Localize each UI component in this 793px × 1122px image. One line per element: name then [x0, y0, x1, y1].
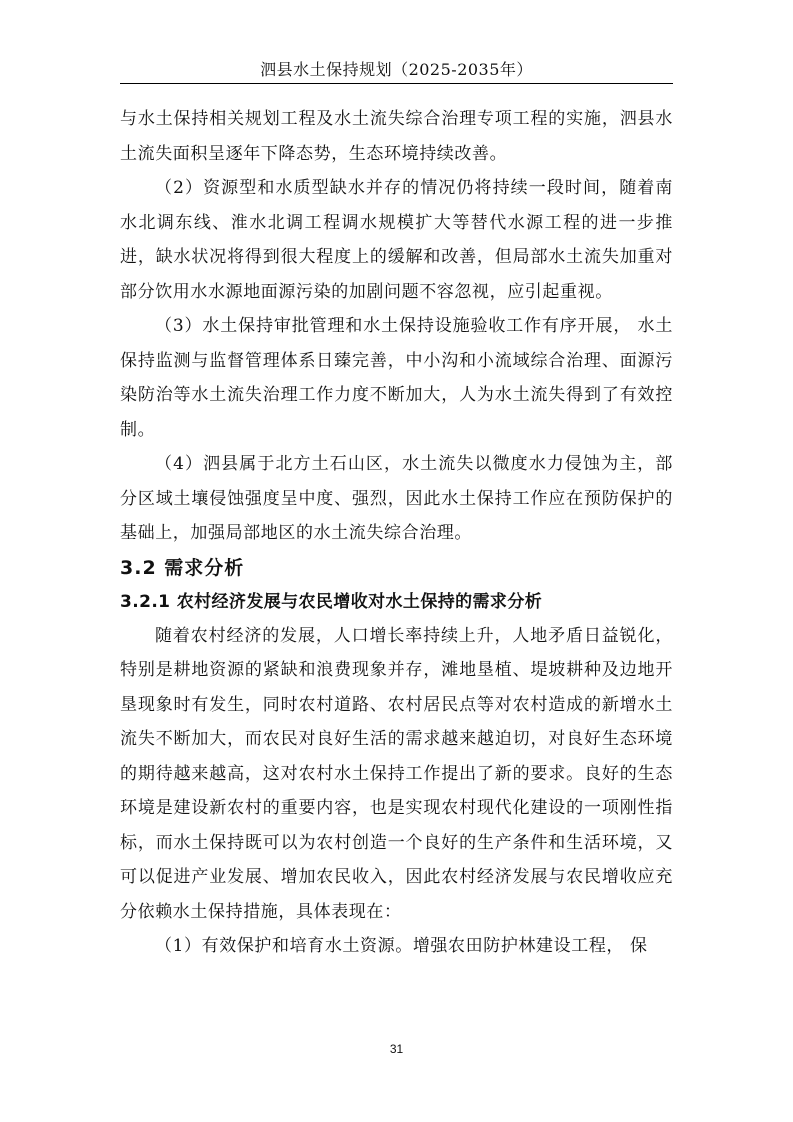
paragraph-demand-analysis: 随着农村经济的发展，人口增长率持续上升，人地矛盾日益锐化，特别是耕地资源的紧缺和浪费现象并存，滩地垦植、堤坡耕种及边地开垦现象时有发生，同时农村道路、农村居民点等对农村造成的新增水土流失不断加大，而农民对良好生活的需求越来越迫切，对良好生态环境的期待越来越高，这对农村水土保持工作提出了新的要求。良好的生态环境是建设新农村的重要内容，也是实现农村现代化建设的一项刚性指标，而水土保持既可以为农村创造一个良好的生产条件和生活环境，又可以促进产业发展、增加农民收入，因此农村经济发展与农民增收应充分依赖水土保持措施，具体表现在：: [120, 625, 673, 922]
paragraph-continuation: 与水土保持相关规划工程及水土流失综合治理专项工程的实施，泗县水土流失面积呈逐年下降态势，生态环境持续改善。: [120, 109, 673, 164]
paragraph-item-4: （4）泗县属于北方土石山区，水土流失以微度水力侵蚀为主，部分区域土壤侵蚀强度呈中度、强烈，因此水土保持工作应在预防保护的基础上，加强局部地区的水土流失综合治理。: [120, 454, 673, 543]
page-number: 31: [389, 1042, 404, 1056]
page-body: [120, 102, 673, 964]
header-divider: [120, 83, 673, 84]
paragraph-item-3: （3）水土保持审批管理和水土保持设施验收工作有序开展， 水土保持监测与监督管理体系日臻完善，中小沟和小流域综合治理、面源污染防治等水土流失治理工作力度不断加大，人为水土流失得到了有效控制。: [120, 316, 673, 440]
subsection-heading-3-2-1: 3.2.1 农村经济发展与农民增收对水土保持的需求分析: [120, 591, 543, 612]
paragraph-item-2: （2）资源型和水质型缺水并存的情况仍将持续一段时间，随着南水北调东线、淮水北调工程调水规模扩大等替代水源工程的进一步推进，缺水状况将得到很大程度上的缓解和改善，但局部水土流失加重对部分饮用水水源地面源污染的加剧问题不容忽视，应引起重视。: [120, 178, 673, 302]
paragraph-item-1: （1）有效保护和培育水土资源。增强农田防护林建设工程， 保: [155, 936, 648, 956]
running-header-title: 泗县水土保持规划（2025-2035年）: [260, 60, 533, 79]
section-heading-3-2: 3.2 需求分析: [120, 556, 245, 579]
